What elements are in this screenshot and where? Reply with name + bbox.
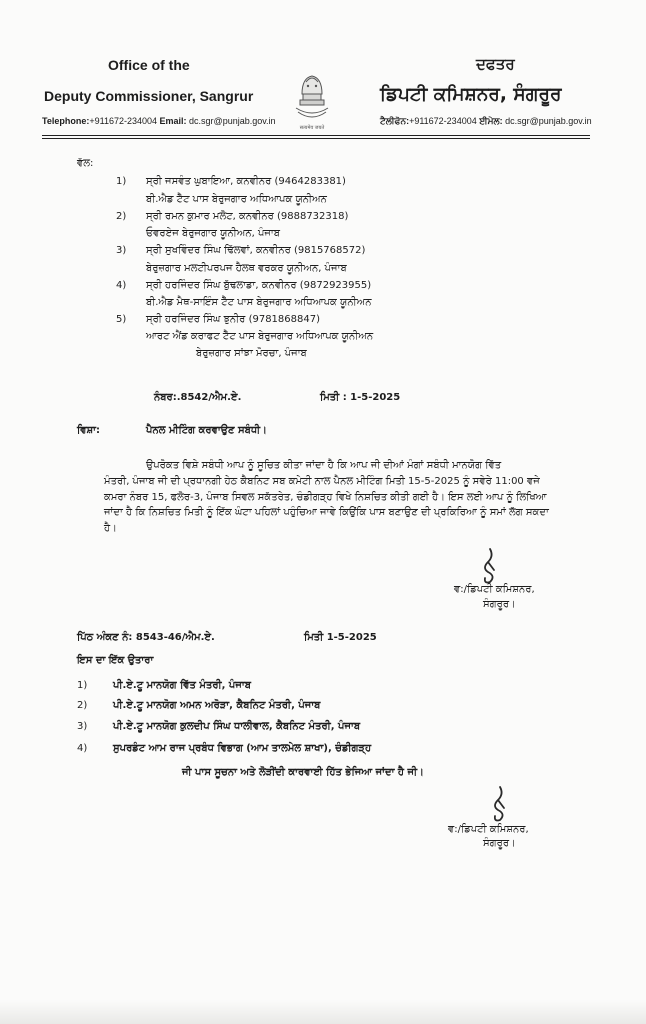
body-line: ਹੈ।: [104, 523, 117, 535]
phone-pa: +911672-234004: [409, 116, 477, 126]
header-divider-thin: [42, 138, 590, 139]
office-title-en-line2: Deputy Commissioner, Sangrur: [44, 88, 254, 104]
state-emblem-icon: [288, 68, 336, 132]
recipient-union: ਬੇਰੁਜ਼ਗਾਰ ਮਲਟੀਪਰਪਜ ਹੈਲਥ ਵਰਕਰ ਯੂਨੀਅਨ, ਪੰਜਾਬ: [146, 263, 347, 274]
signatory-place: ਸੰਗਰੂਰ।: [483, 838, 516, 849]
body-line: ਕਮਰਾ ਨੰਬਰ 15, ਫਲੋਰ-3, ਪੰਜਾਬ ਸਿਵਲ ਸਕੱਤਰੇਤ, ਚੰਡੀਗੜ੍ਹ ਵਿਖੇ ਨਿਸ਼ਚਿਤ ਕੀਤੀ ਗਈ ਹੈ। ਇਸ ਲਈ ਆਪ ਨੂੰ ਲਿਖਿਆ: [104, 491, 547, 503]
signatory-designation: ਵ:/ਡਿਪਟੀ ਕਮਿਸ਼ਨਰ,: [454, 584, 535, 595]
recipient-number: 5): [116, 314, 127, 325]
to-label: ਵੱਲ:: [77, 158, 94, 169]
subject-label: ਵਿਸ਼ਾ:: [77, 425, 100, 436]
recipient-name: ਸ੍ਰੀ ਰਮਨ ਕੁਮਾਰ ਮਲੋਟ, ਕਨਵੀਨਰ (9888732318): [146, 211, 349, 222]
recipient-front: ਬੇਰੁਜ਼ਗਾਰ ਸਾਂਝਾ ਮੋਰਚਾ, ਪੰਜਾਬ: [196, 348, 307, 359]
copy-number: 4): [77, 743, 88, 754]
letter-number: ਨੰਬਰ:.8542/ਐਮ.ਏ.: [154, 392, 242, 403]
copy-number: 2): [77, 700, 88, 711]
copy-label: ਇਸ ਦਾ ਇੱਕ ਉਤਾਰਾ: [77, 655, 154, 666]
page-edge-shadow: [0, 1000, 646, 1024]
copy-recipient: ਸੁਪਰਡੰਟ ਆਮ ਰਾਜ ਪ੍ਰਬੰਧ ਵਿਭਾਗ (ਆਮ ਤਾਲਮੇਲ ਸ਼ਾਖਾ), ਚੰਡੀਗੜ੍ਹ: [113, 743, 372, 754]
recipient-union: ਆਰਟ ਐਂਡ ਕਰਾਫਟ ਟੈੱਟ ਪਾਸ ਬੇਰੁਜਗਾਰ ਅਧਿਆਪਕ ਯੂਨੀਅਨ: [146, 331, 374, 342]
recipient-name: ਸ੍ਰੀ ਹਰਜਿੰਦਰ ਸਿੰਘ ਝੁਨੀਰ (9781868847): [146, 314, 320, 325]
office-title-pa-line2: ਡਿਪਟੀ ਕਮਿਸ਼ਨਰ, ਸੰਗਰੂਰ: [380, 84, 562, 105]
emblem-motto: सत्यमेव जयते: [299, 125, 325, 131]
office-title-en-line1: Office of the: [108, 57, 190, 73]
copy-recipient: ਪੀ.ਏ.ਟੂ ਮਾਨਯੋਗ ਵਿੱਤ ਮੰਤਰੀ, ਪੰਜਾਬ: [113, 680, 251, 691]
recipient-union: ਬੀ.ਐਡ ਟੈੱਟ ਪਾਸ ਬੇਰੁਜਗਾਰ ਅਧਿਆਪਕ ਯੂਨੀਅਨ: [146, 194, 327, 205]
body-line: ਜਾਂਦਾ ਹੈ ਕਿ ਨਿਸ਼ਚਿਤ ਮਿਤੀ ਨੂੰ ਇੱਕ ਘੰਟਾ ਪਹਿਲਾਂ ਪਹੁੰਚਿਆ ਜਾਵੇ ਕਿਉਂਕਿ ਪਾਸ ਬਣਾਉਣ ਦੀ ਪ੍ਰਕਿਰਿਆ ਨੂੰ ਸਮਾਂ ਲੱਗ ਸਕਦਾ: [104, 507, 549, 519]
contact-en: Telephone:+911672-234004 Email: dc.sgr@punjab.gov.in: [42, 116, 276, 126]
contact-pa: ਟੈਲੀਫੋਨ:+911672-234004 ਈਮੇਲ: dc.sgr@punjab.gov.in: [380, 116, 592, 126]
signature-mark-icon: [468, 546, 508, 586]
copy-recipient: ਪੀ.ਏ.ਟੂ ਮਾਨਯੋਗ ਅਮਨ ਅਰੋੜਾ, ਕੈਬਨਿਟ ਮੰਤਰੀ, ਪੰਜਾਬ: [113, 700, 321, 711]
endorsement-date: ਮਿਤੀ 1-5-2025: [304, 632, 377, 643]
recipient-union: ਬੀ.ਐਡ ਮੈਥ-ਸਾਇੰਸ ਟੈੱਟ ਪਾਸ ਬੇਰੁਜਗਾਰ ਅਧਿਆਪਕ ਯੂਨੀਅਨ: [146, 297, 372, 308]
signature-mark-icon: [480, 784, 520, 824]
letter-body: [104, 458, 594, 537]
phone-en: +911672-234004: [89, 116, 157, 126]
recipient-number: 3): [116, 245, 127, 256]
header-divider: [42, 135, 590, 136]
letter-date: ਮਿਤੀ : 1-5-2025: [320, 392, 401, 403]
signatory-designation: ਵ:/ਡਿਪਟੀ ਕਮਿਸ਼ਨਰ,: [448, 824, 529, 835]
email-en: dc.sgr@punjab.gov.in: [189, 116, 276, 126]
recipient-number: 1): [116, 176, 127, 187]
copy-number: 1): [77, 680, 88, 691]
recipient-number: 4): [116, 280, 127, 291]
email-pa: dc.sgr@punjab.gov.in: [505, 116, 592, 126]
recipient-number: 2): [116, 211, 127, 222]
recipient-union: ਓਵਰਏਜ ਬੇਰੁਜਗਾਰ ਯੂਨੀਅਨ, ਪੰਜਾਬ: [146, 228, 281, 239]
subject-text: ਪੈਨਲ ਮੀਟਿੰਗ ਕਰਵਾਉਣ ਸਬੰਧੀ।: [146, 425, 267, 436]
endorsement-number: ਪਿੱਠ ਅੰਕਣ ਨੰ: 8543-46/ਐਮ.ਏ.: [77, 632, 215, 643]
recipient-name: ਸ੍ਰੀ ਹਰਜਿੰਦਰ ਸਿੰਘ ਬੁੱਢਲਾਡਾ, ਕਨਵੀਨਰ (9872923955): [146, 280, 372, 291]
body-line: ਉਪਰੋਕਤ ਵਿਸ਼ੇ ਸਬੰਧੀ ਆਪ ਨੂੰ ਸੂਚਿਤ ਕੀਤਾ ਜਾਂਦਾ ਹੈ ਕਿ ਆਪ ਜੀ ਦੀਆਂ ਮੰਗਾਂ ਸਬੰਧੀ ਮਾਨਯੋਗ ਵਿੱਤ: [146, 460, 502, 471]
forward-note: ਜੀ ਪਾਸ ਸੂਚਨਾ ਅਤੇ ਲੋੜੀਂਦੀ ਕਾਰਵਾਈ ਹਿੱਤ ਭੇਜਿਆ ਜਾਂਦਾ ਹੈ ਜੀ।: [182, 767, 424, 778]
recipient-name: ਸ੍ਰੀ ਜਸਵੰਤ ਘੁਬਾਇਆ, ਕਨਵੀਨਰ (9464283381): [146, 176, 346, 187]
copy-number: 3): [77, 721, 88, 732]
recipient-name: ਸ੍ਰੀ ਸੁਖਵਿੰਦਰ ਸਿੰਘ ਢਿੱਲਵਾਂ, ਕਨਵੀਨਰ (9815768572): [146, 245, 366, 256]
office-title-pa-line1: ਦਫਤਰ: [476, 55, 515, 73]
body-line: ਮੰਤਰੀ, ਪੰਜਾਬ ਜੀ ਦੀ ਪ੍ਰਧਾਨਗੀ ਹੇਠ ਕੈਬਨਿਟ ਸਬ ਕਮੇਟੀ ਨਾਲ ਪੈਨਲ ਮੀਟਿੰਗ ਮਿਤੀ 15-5-2025 ਨੂੰ ਸਵੇਰੇ 11:00 ਵਜੇ: [104, 475, 540, 487]
copy-recipient: ਪੀ.ਏ.ਟੂ ਮਾਨਯੋਗ ਕੁਲਦੀਪ ਸਿੰਘ ਧਾਲੀਵਾਲ, ਕੈਬਨਿਟ ਮੰਤਰੀ, ਪੰਜਾਬ: [113, 721, 361, 732]
signatory-place: ਸੰਗਰੂਰ।: [483, 599, 516, 610]
